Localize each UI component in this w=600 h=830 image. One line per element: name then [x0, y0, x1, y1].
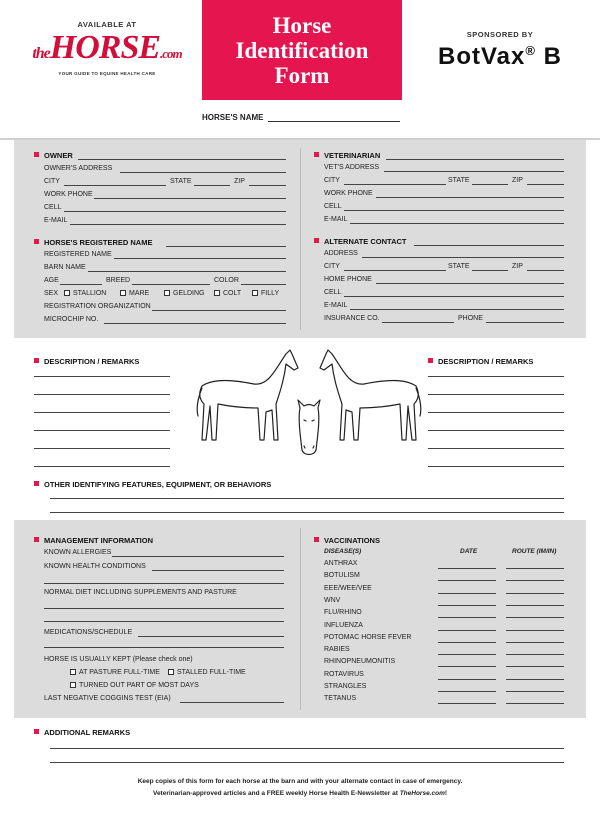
vaccine-disease-label: EEE/WEE/VEE: [324, 584, 372, 592]
footer-note: [0, 776, 600, 800]
breed-label: BREED: [106, 277, 131, 284]
vet-cell-label: CELL: [324, 203, 342, 210]
vaccine-disease-label: RABIES: [324, 646, 350, 654]
sex-mare-checkbox[interactable]: MARE: [120, 290, 149, 297]
col-route-header: ROUTE (IM/IN): [512, 548, 557, 555]
vaccine-disease-label: INFLUENZA: [324, 621, 363, 629]
microchip-label: MICROCHIP NO.: [44, 316, 99, 323]
registered-name-label: REGISTERED NAME: [44, 251, 112, 258]
owner-email-field[interactable]: [70, 224, 286, 225]
horse-name-field[interactable]: [268, 121, 400, 122]
publisher-block: [14, 0, 200, 100]
owner-city-field[interactable]: [64, 185, 166, 186]
desc-left-line[interactable]: [34, 394, 170, 395]
vaccine-disease-label: RHINOPNEUMONITIS: [324, 658, 396, 666]
desc-left-line[interactable]: [34, 466, 170, 467]
conditions-label: KNOWN HEALTH CONDITIONS: [44, 563, 146, 570]
management-section: [14, 520, 586, 718]
sex-filly-checkbox[interactable]: FILLY: [252, 290, 279, 297]
vaccine-route-field[interactable]: [506, 666, 564, 667]
vaccine-disease-label: FLU/RHINO: [324, 609, 362, 617]
alt-email-label: E-MAIL: [324, 302, 348, 309]
management-heading: MANAGEMENT INFORMATION: [34, 536, 153, 545]
vet-city-label: CITY: [324, 177, 340, 184]
vaccine-route-field[interactable]: [506, 593, 564, 594]
diet-field[interactable]: [44, 608, 284, 609]
microchip-field[interactable]: [104, 323, 286, 324]
alt-address-field[interactable]: [362, 257, 564, 258]
owner-email-label: E-MAIL: [44, 217, 68, 224]
age-label: AGE: [44, 277, 59, 284]
desc-left-line[interactable]: [34, 430, 170, 431]
barn-name-field[interactable]: [88, 271, 286, 272]
registered-heading: HORSE'S REGISTERED NAME: [34, 238, 152, 247]
vaccine-date-field[interactable]: [438, 568, 496, 569]
other-features-line[interactable]: [50, 498, 564, 499]
sex-gelding-checkbox[interactable]: GELDING: [164, 290, 205, 297]
diet-field-2[interactable]: [44, 621, 284, 622]
vaccine-route-field[interactable]: [506, 630, 564, 631]
alternate-heading: ALTERNATE CONTACT: [314, 237, 407, 246]
sex-stallion-checkbox[interactable]: STALLION: [64, 290, 106, 297]
registered-name-field[interactable]: [114, 258, 286, 259]
vaccine-disease-label: ANTHRAX: [324, 560, 358, 567]
owner-cell-field[interactable]: [64, 211, 286, 212]
insurance-label: INSURANCE CO.: [324, 315, 380, 322]
vaccine-route-field[interactable]: [506, 654, 564, 655]
additional-heading: ADDITIONAL REMARKS: [34, 728, 130, 737]
vet-address-label: VET'S ADDRESS: [324, 164, 380, 171]
vet-zip-label: ZIP: [512, 177, 523, 184]
vet-field[interactable]: [386, 159, 564, 160]
owner-address-field[interactable]: [120, 172, 286, 173]
vaccine-route-field[interactable]: [506, 605, 564, 606]
alt-address-label: ADDRESS: [324, 250, 358, 257]
vet-zip-field[interactable]: [527, 184, 564, 185]
barn-name-label: BARN NAME: [44, 264, 86, 271]
sex-colt-checkbox[interactable]: COLT: [214, 290, 241, 297]
vet-work-phone-label: WORK PHONE: [324, 190, 373, 197]
additional-section: [14, 718, 586, 776]
owner-cell-label: CELL: [44, 204, 62, 211]
owner-zip-field[interactable]: [249, 185, 286, 186]
sponsor-block: [410, 0, 590, 100]
vaccinations-heading: VACCINATIONS: [314, 536, 380, 545]
medications-field[interactable]: [138, 636, 284, 637]
owner-state-field[interactable]: [194, 185, 230, 186]
vaccine-disease-label: TETANUS: [324, 695, 357, 703]
section-divider: [300, 148, 301, 330]
desc-left-line[interactable]: [34, 412, 170, 413]
desc-right-line[interactable]: [428, 466, 564, 467]
additional-line[interactable]: [50, 762, 564, 763]
sponsor-logo: BotVax® B: [438, 43, 562, 70]
horse-name-label: HORSE'S NAME: [202, 113, 264, 122]
alt-city-label: CITY: [324, 263, 340, 270]
vet-cell-field[interactable]: [344, 210, 564, 211]
vaccine-date-field[interactable]: [438, 580, 496, 581]
footer-line-1: Keep copies of this form for each horse at the barn and with your alternate contact in case of emergency.: [137, 778, 463, 785]
insurance-field[interactable]: [382, 322, 454, 323]
reg-org-label: REGISTRATION ORGANIZATION: [44, 303, 151, 310]
alt-zip-field[interactable]: [527, 270, 564, 271]
insurance-phone-label: PHONE: [458, 315, 483, 322]
owner-zip-label: ZIP: [234, 178, 245, 185]
alt-email-field[interactable]: [350, 309, 564, 310]
alt-cell-field[interactable]: [344, 296, 564, 297]
form-title: Horse Identification Form: [202, 0, 402, 100]
sponsored-by-label: SPONSORED BY: [466, 30, 534, 39]
col-disease-header: DISEASE(S): [324, 548, 362, 555]
kept-stalled-checkbox[interactable]: STALLED FULL-TIME: [168, 669, 246, 676]
description-left-heading: DESCRIPTION / REMARKS: [34, 357, 139, 366]
vaccine-date-field[interactable]: [438, 617, 496, 618]
vet-state-label: STATE: [448, 177, 470, 184]
vaccine-date-field[interactable]: [438, 630, 496, 631]
vaccine-date-field[interactable]: [438, 679, 496, 680]
desc-right-line[interactable]: [428, 448, 564, 449]
vaccine-disease-label: BOTULISM: [324, 572, 360, 580]
vaccine-date-field[interactable]: [438, 691, 496, 692]
vaccine-route-field[interactable]: [506, 642, 564, 643]
reg-org-field[interactable]: [152, 310, 286, 311]
conditions-field[interactable]: [152, 570, 284, 571]
vet-email-field[interactable]: [350, 223, 564, 224]
alt-home-phone-field[interactable]: [376, 283, 564, 284]
vaccine-disease-label: WNV: [324, 596, 341, 604]
desc-right-line[interactable]: [428, 376, 564, 377]
color-field[interactable]: [241, 284, 286, 285]
allergies-field[interactable]: [112, 556, 284, 557]
alt-cell-label: CELL: [324, 289, 342, 296]
breed-field[interactable]: [132, 284, 210, 285]
vaccine-disease-label: POTOMAC HORSE FEVER: [324, 633, 412, 641]
horse-diagram: [194, 346, 424, 476]
alt-home-phone-label: HOME PHONE: [324, 276, 372, 283]
coggins-label: LAST NEGATIVE COGGINS TEST (EIA): [44, 695, 171, 702]
sex-label: SEX: [44, 290, 59, 297]
description-right-heading: DESCRIPTION / REMARKS: [428, 357, 533, 366]
desc-left-line[interactable]: [34, 376, 170, 377]
publisher-tagline: YOUR GUIDE TO EQUINE HEALTH CARE: [58, 71, 156, 76]
kept-label: HORSE IS USUALLY KEPT (Please check one): [44, 656, 193, 663]
vaccine-route-field[interactable]: [506, 703, 564, 704]
age-field[interactable]: [60, 284, 102, 285]
vaccine-disease-label: STRANGLES: [324, 683, 367, 690]
form-header: [0, 0, 600, 140]
diet-label: NORMAL DIET INCLUDING SUPPLEMENTS AND PASTURE: [44, 589, 237, 596]
vaccine-date-field[interactable]: [438, 642, 496, 643]
owner-state-label: STATE: [170, 178, 192, 185]
vaccine-date-field[interactable]: [438, 703, 496, 704]
desc-right-line[interactable]: [428, 412, 564, 413]
vaccine-route-field[interactable]: [506, 691, 564, 692]
vaccine-disease-label: ROTAVIRUS: [324, 670, 364, 678]
owner-field[interactable]: [78, 159, 286, 160]
vaccine-date-field[interactable]: [438, 605, 496, 606]
allergies-label: KNOWN ALLERGIES: [44, 549, 112, 556]
vaccine-route-field[interactable]: [506, 617, 564, 618]
available-at-label: AVAILABLE AT: [77, 20, 137, 29]
desc-left-line[interactable]: [34, 448, 170, 449]
vaccine-date-field[interactable]: [438, 593, 496, 594]
other-features-line[interactable]: [50, 512, 564, 513]
website-link[interactable]: TheHorse.com: [399, 790, 445, 797]
vaccine-route-field[interactable]: [506, 568, 564, 569]
vet-work-phone-field[interactable]: [376, 197, 564, 198]
other-features-heading: OTHER IDENTIFYING FEATURES, EQUIPMENT, OR BEHAVIORS: [34, 480, 271, 489]
kept-turned-out-checkbox[interactable]: TURNED OUT PART OF MOST DAYS: [70, 682, 199, 689]
registered-heading-field[interactable]: [166, 246, 286, 247]
alternate-field[interactable]: [414, 245, 564, 246]
vaccine-route-field[interactable]: [506, 679, 564, 680]
vaccine-date-field[interactable]: [438, 666, 496, 667]
medications-field-2[interactable]: [44, 647, 284, 648]
vaccine-route-field[interactable]: [506, 580, 564, 581]
alt-city-field[interactable]: [344, 270, 446, 271]
owner-work-phone-field[interactable]: [94, 198, 286, 199]
vaccine-date-field[interactable]: [438, 654, 496, 655]
section-divider: [300, 528, 301, 710]
alt-state-field[interactable]: [472, 270, 508, 271]
color-label: COLOR: [214, 277, 239, 284]
description-section: [14, 338, 586, 520]
col-date-header: DATE: [460, 548, 478, 555]
alt-zip-label: ZIP: [512, 263, 523, 270]
vet-address-field[interactable]: [384, 171, 564, 172]
owner-city-label: CITY: [44, 178, 60, 185]
conditions-field-2[interactable]: [44, 583, 284, 584]
vet-state-field[interactable]: [472, 184, 508, 185]
insurance-phone-field[interactable]: [486, 322, 564, 323]
vet-city-field[interactable]: [344, 184, 446, 185]
owner-work-phone-label: WORK PHONE: [44, 191, 93, 198]
owner-heading: OWNER: [34, 151, 73, 160]
kept-pasture-checkbox[interactable]: AT PASTURE FULL-TIME: [70, 669, 160, 676]
publisher-logo: theHORSE.com: [32, 29, 182, 66]
alt-state-label: STATE: [448, 263, 470, 270]
footer-line-2: Veterinarian-approved articles and a FREE weekly Horse Health E-Newsletter at TheHorse.com!: [152, 790, 448, 797]
owner-address-label: OWNER'S ADDRESS: [44, 165, 113, 172]
vet-heading: VETERINARIAN: [314, 151, 380, 160]
desc-right-line[interactable]: [428, 430, 564, 431]
medications-label: MEDICATIONS/SCHEDULE: [44, 629, 133, 636]
contact-section: [14, 140, 586, 338]
additional-line[interactable]: [50, 748, 564, 749]
desc-right-line[interactable]: [428, 394, 564, 395]
vet-email-label: E-MAIL: [324, 216, 348, 223]
coggins-field[interactable]: [180, 702, 284, 703]
